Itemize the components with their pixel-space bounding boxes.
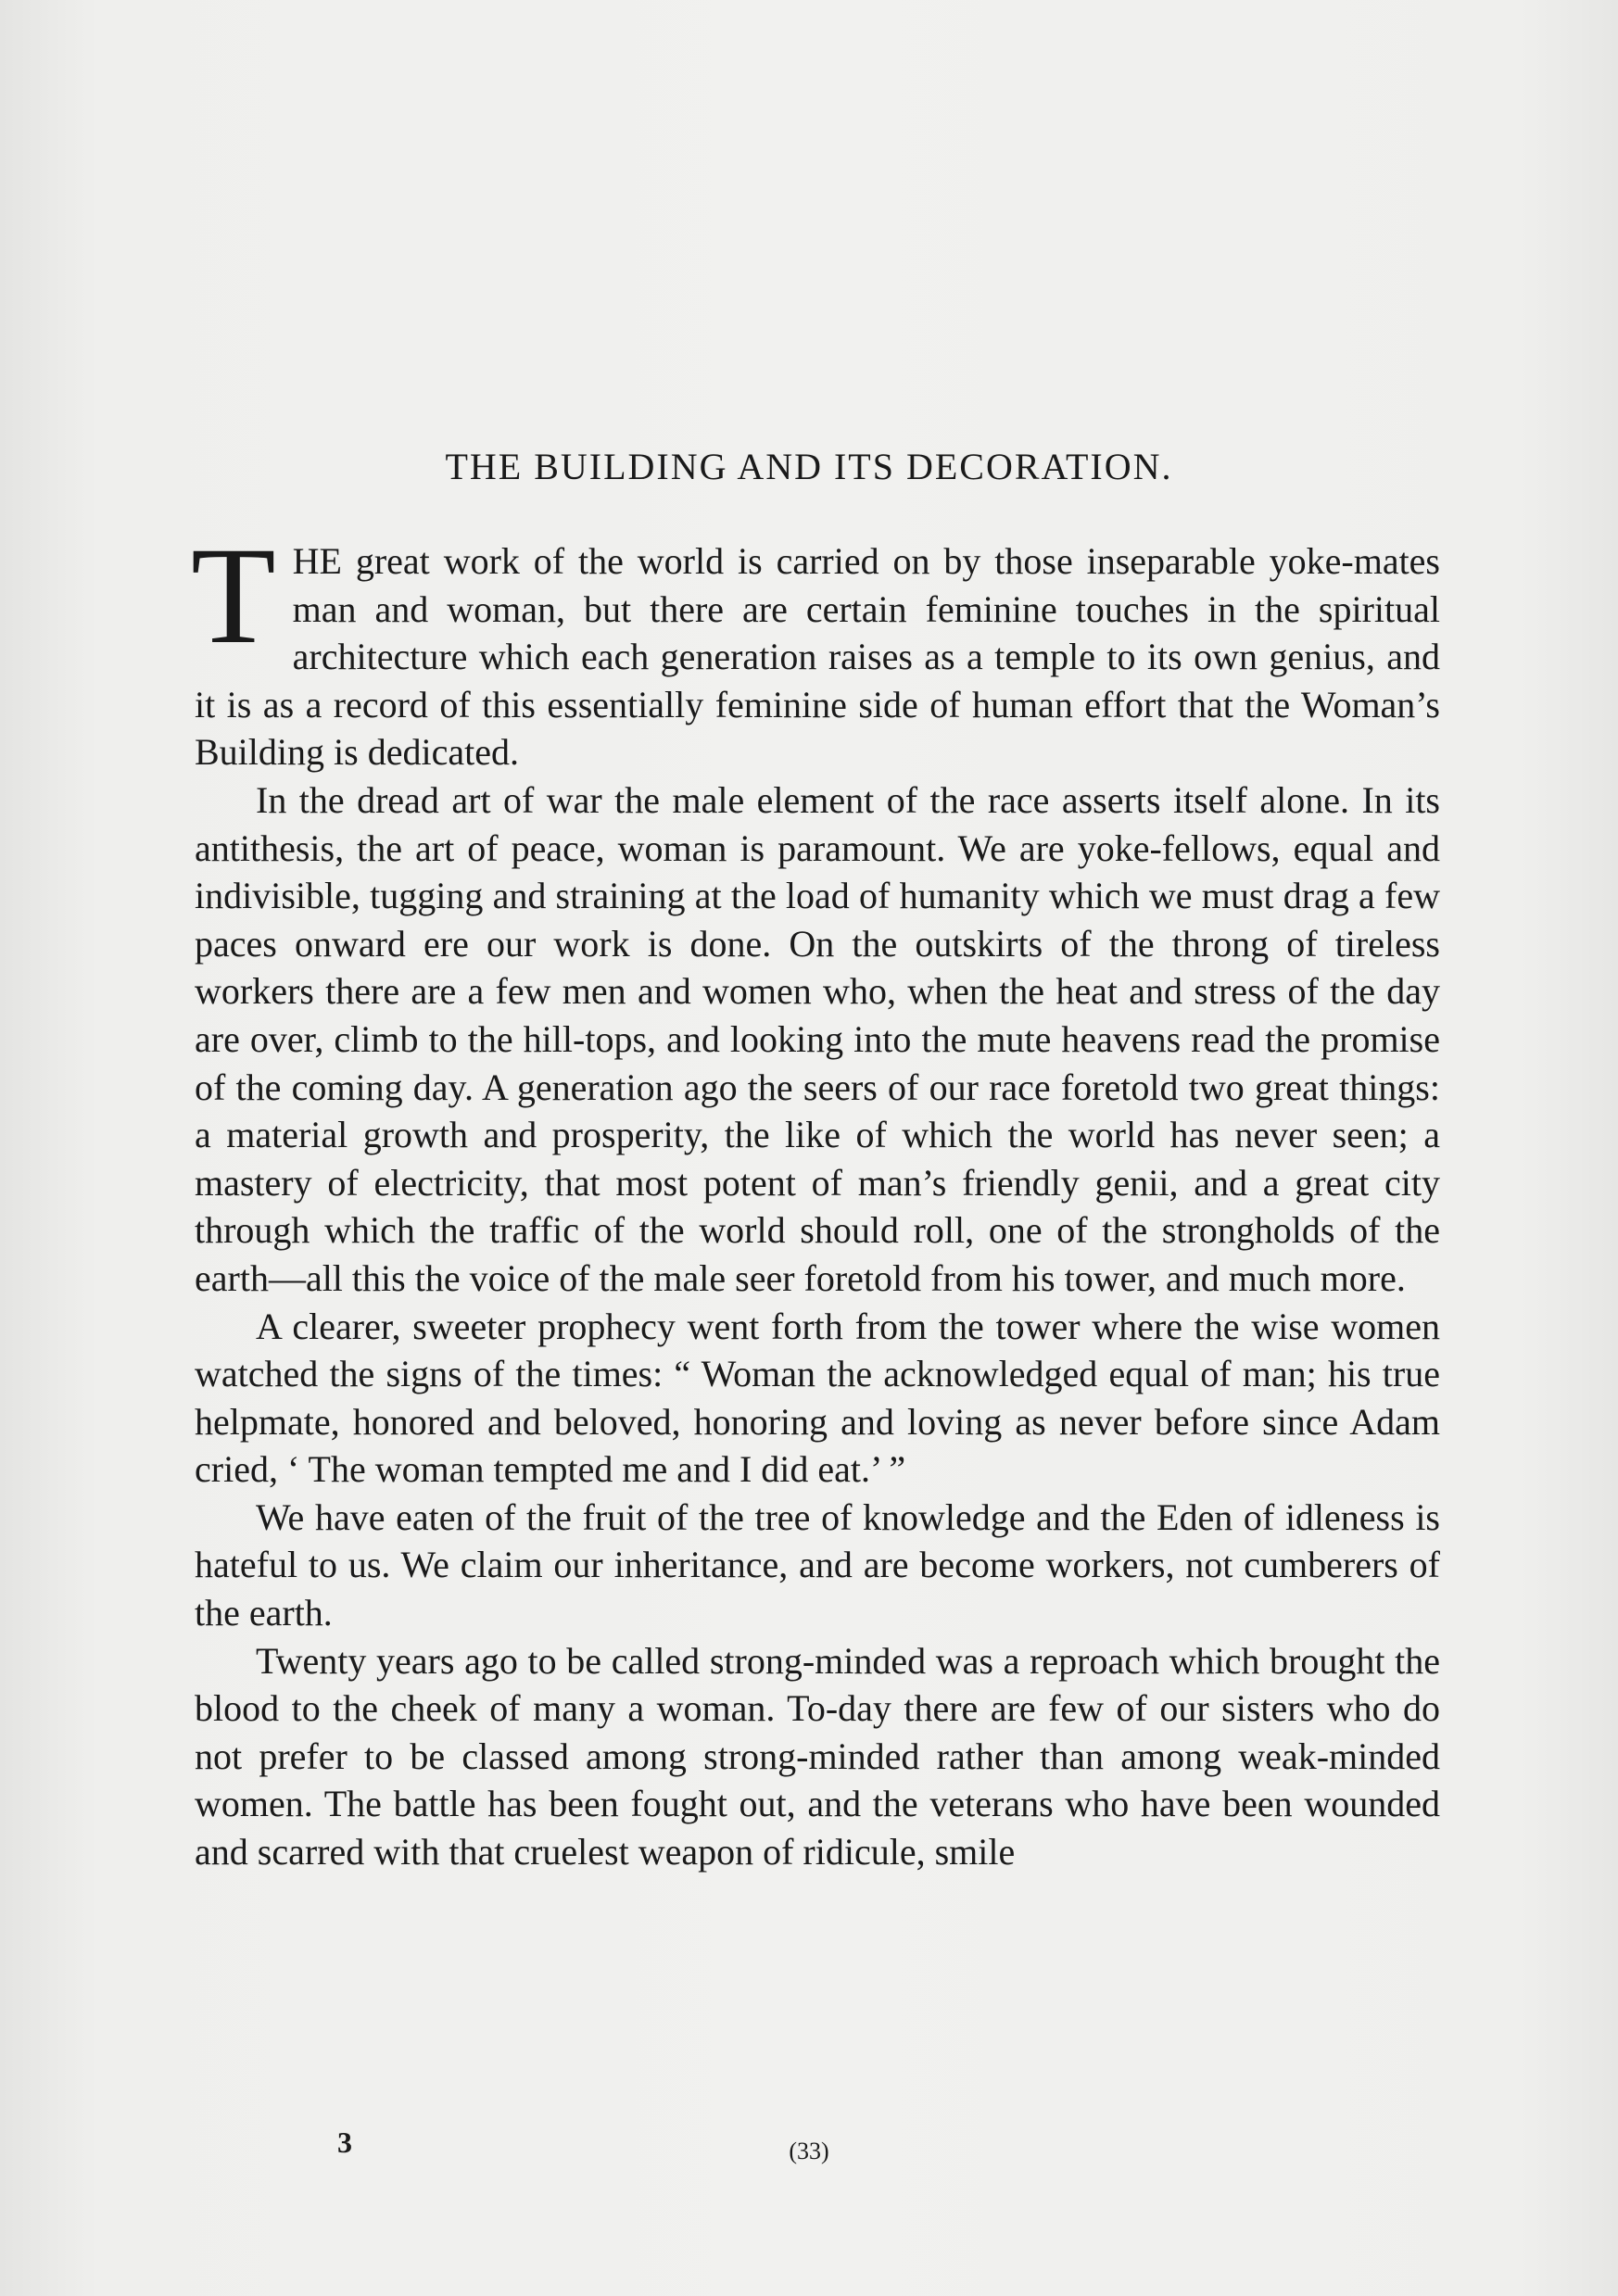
paragraph-5: Twenty years ago to be called strong-minded was a reproach which brought the blood to the cheek of many a woman. To-day there are few of our sisters who do not prefer to be classed among strong-minded rather than among weak-minded women. The battle has been fought out, and the veterans who have been wounded and scarred with that cruelest weapon of ridicule, smile (195, 1639, 1440, 1873)
chapter-heading: THE BUILDING AND ITS DECORATION. (445, 446, 1173, 487)
paragraph-1-text: HE great work of the world is carried on by those inseparable yoke-mates man and woman, but there are certain feminine touches in the spiritual architecture which each generation raises as a temple to its own genius, and it is as a record of this essentially feminine side of human effort that the Woman’s Building is dedicated. (195, 540, 1440, 774)
body-text (191, 519, 1440, 1876)
drop-cap: T (191, 519, 276, 673)
paragraph-3: A clearer, sweeter prophecy went forth from the tower where the wise women watched the signs of the times: “ Woman the acknowledged equal of man; his true helpmate, honored and beloved, honoring and loving as never before since Adam cried, ‘ The woman tempted me and I did eat.’ ” (195, 1305, 1440, 1491)
paragraph-4: We have eaten of the fruit of the tree of knowledge and the Eden of idleness is hateful to us. We claim our inheritance, and are become workers, not cumberers of the earth. (195, 1495, 1440, 1634)
paragraph-1 (191, 519, 1440, 776)
paragraph-2: In the dread art of war the male element of the race asserts itself alone. In its antithesis, the art of peace, woman is paramount. We are yoke-fellows, equal and indivisible, tugging and straining at the load of humanity which we must drag a few paces onward ere our work is done. On the outskirts of the throng of tireless workers there are a few men and women who, when the heat and stress of the day are over, climb to the hill-tops, and looking into the mute heavens read the promise of the coming day. A generation ago the seers of our race foretold two great things: a material growth and prosperity, the like of which the world has never seen; a mastery of electricity, that most potent of man’s friendly genii, and a great city through which the traffic of the world should roll, one of the strongholds of the earth—all this the voice of the male seer foretold from his tower, and much more. (195, 778, 1440, 1299)
signature-mark: 3 (337, 2126, 352, 2159)
page-number: (33) (789, 2138, 829, 2164)
